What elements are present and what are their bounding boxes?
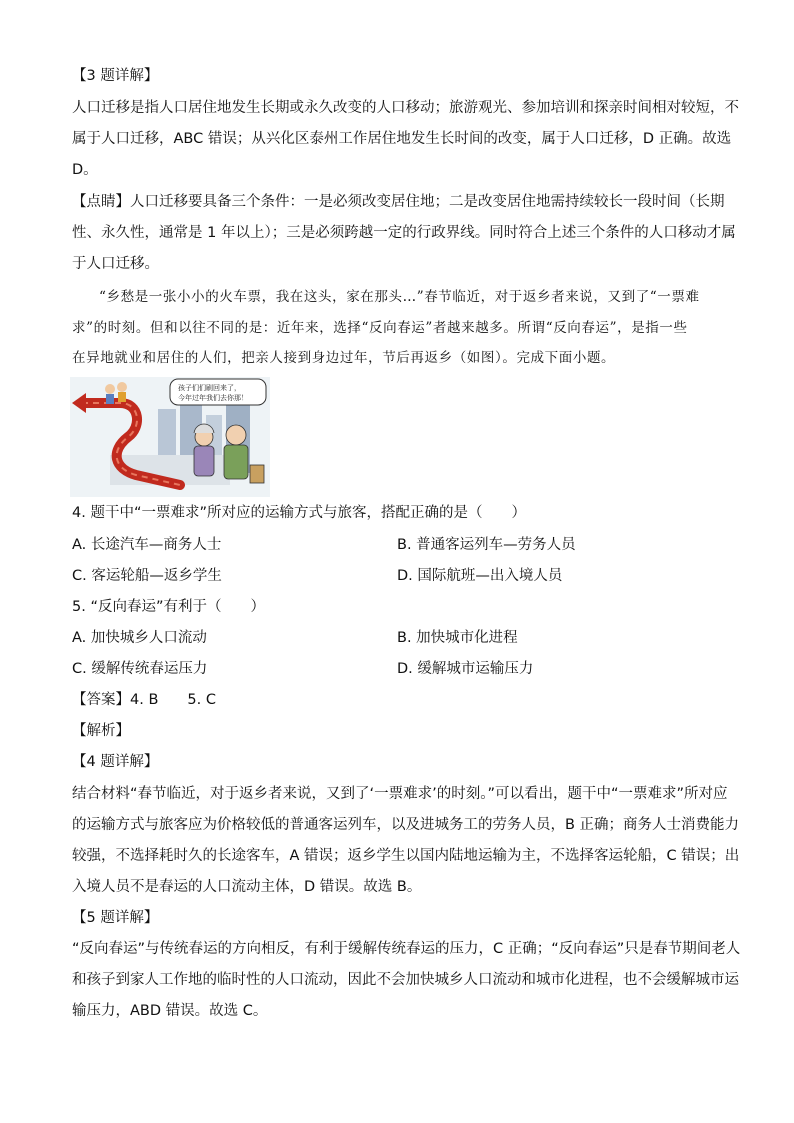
q5-option-c: C. 缓解传统春运压力 [72, 661, 208, 677]
q4-detail-line-2: 的运输方式与旅客应为价格较低的普通客运列车，以及进城务工的劳务人员，B 正确；商务人士消费能力 [72, 817, 740, 833]
tip-line-2: 性、永久性，通常是 1 年以上）；三是必须跨越一定的行政界线。同时符合上述三个条件的人口移动才属 [72, 225, 736, 241]
q5-detail-line-3: 输压力，ABD 错误。故选 C。 [72, 1003, 268, 1019]
speech-bubble-line-1: 孩子们们刷回来了， [178, 384, 241, 392]
q4-detail-heading: 【4 题详解】 [72, 754, 159, 770]
q3-line-1: 人口迁移是指人口居住地发生长期或永久改变的人口移动；旅游观光、参加培训和探亲时间相对较短，不 [72, 100, 739, 116]
answer-line: 【答案】4. B 5. C [72, 692, 216, 708]
q4-option-d: D. 国际航班—出入境人员 [397, 568, 563, 584]
q5-stem: 5. “反向春运”有利于（ ） [72, 599, 265, 615]
q3-line-3: D。 [72, 162, 98, 178]
q5-detail-line-2: 和孩子到家人工作地的临时性的人口流动，因此不会加快城乡人口流动和城市化进程，也不会缓解城市运 [72, 972, 739, 988]
tip-line-1: 【点睛】人口迁移要具备三个条件：一是必须改变居住地；二是改变居住地需持续较长一段时间（长期 [72, 194, 725, 210]
passage-line-1: “乡愁是一张小小的火车票，我在这头，家在那头…”春节临近，对于返乡者来说，又到了“一票难 [99, 289, 700, 305]
q4-detail-line-4: 入境人员不是春运的人口流动主体，D 错误。故选 B。 [72, 879, 422, 895]
passage-line-2: 求”的时刻。但和以往不同的是：近年来，选择“反向春运”者越来越多。所谓“反向春运”，是指一些 [72, 320, 688, 336]
speech-bubble-line-2: 今年过年我们去你那！ [178, 394, 248, 402]
q5-option-d: D. 缓解城市运输压力 [397, 661, 534, 677]
q5-detail-line-1: “反向春运”与传统春运的方向相反，有利于缓解传统春运的压力，C 正确；“反向春运”只是春节期间老人 [72, 941, 741, 957]
q4-option-a: A. 长途汽车—商务人士 [72, 537, 222, 553]
q4-option-b: B. 普通客运列车—劳务人员 [397, 537, 576, 553]
q4-option-c: C. 客运轮船—返乡学生 [72, 568, 222, 584]
q5-detail-heading: 【5 题详解】 [72, 910, 159, 926]
analysis-heading: 【解析】 [72, 723, 130, 739]
cartoon-illustration [70, 377, 270, 497]
q4-stem: 4. 题干中“一票难求”所对应的运输方式与旅客，搭配正确的是（ ） [72, 505, 526, 521]
q3-line-2: 属于人口迁移，ABC 错误；从兴化区泰州工作居住地发生长时间的改变，属于人口迁移，D 正确。故选 [72, 131, 732, 147]
q5-option-b: B. 加快城市化进程 [397, 630, 518, 646]
q4-detail-line-1: 结合材料“春节临近，对于返乡者来说，又到了‘一票难求’的时刻。”可以看出，题干中“一票难求”所对应 [72, 786, 728, 802]
q5-option-a: A. 加快城乡人口流动 [72, 630, 207, 646]
tip-line-3: 于人口迁移。 [72, 256, 159, 272]
cartoon-image [70, 377, 270, 497]
q3-heading: 【3 题详解】 [72, 68, 159, 84]
passage-line-3: 在异地就业和居住的人们，把亲人接到身边过年，节后再返乡（如图）。完成下面小题。 [72, 350, 616, 366]
q4-detail-line-3: 较强，不选择耗时久的长途客车，A 错误；返乡学生以国内陆地运输为主，不选择客运轮船，C 错误；出 [72, 848, 740, 864]
